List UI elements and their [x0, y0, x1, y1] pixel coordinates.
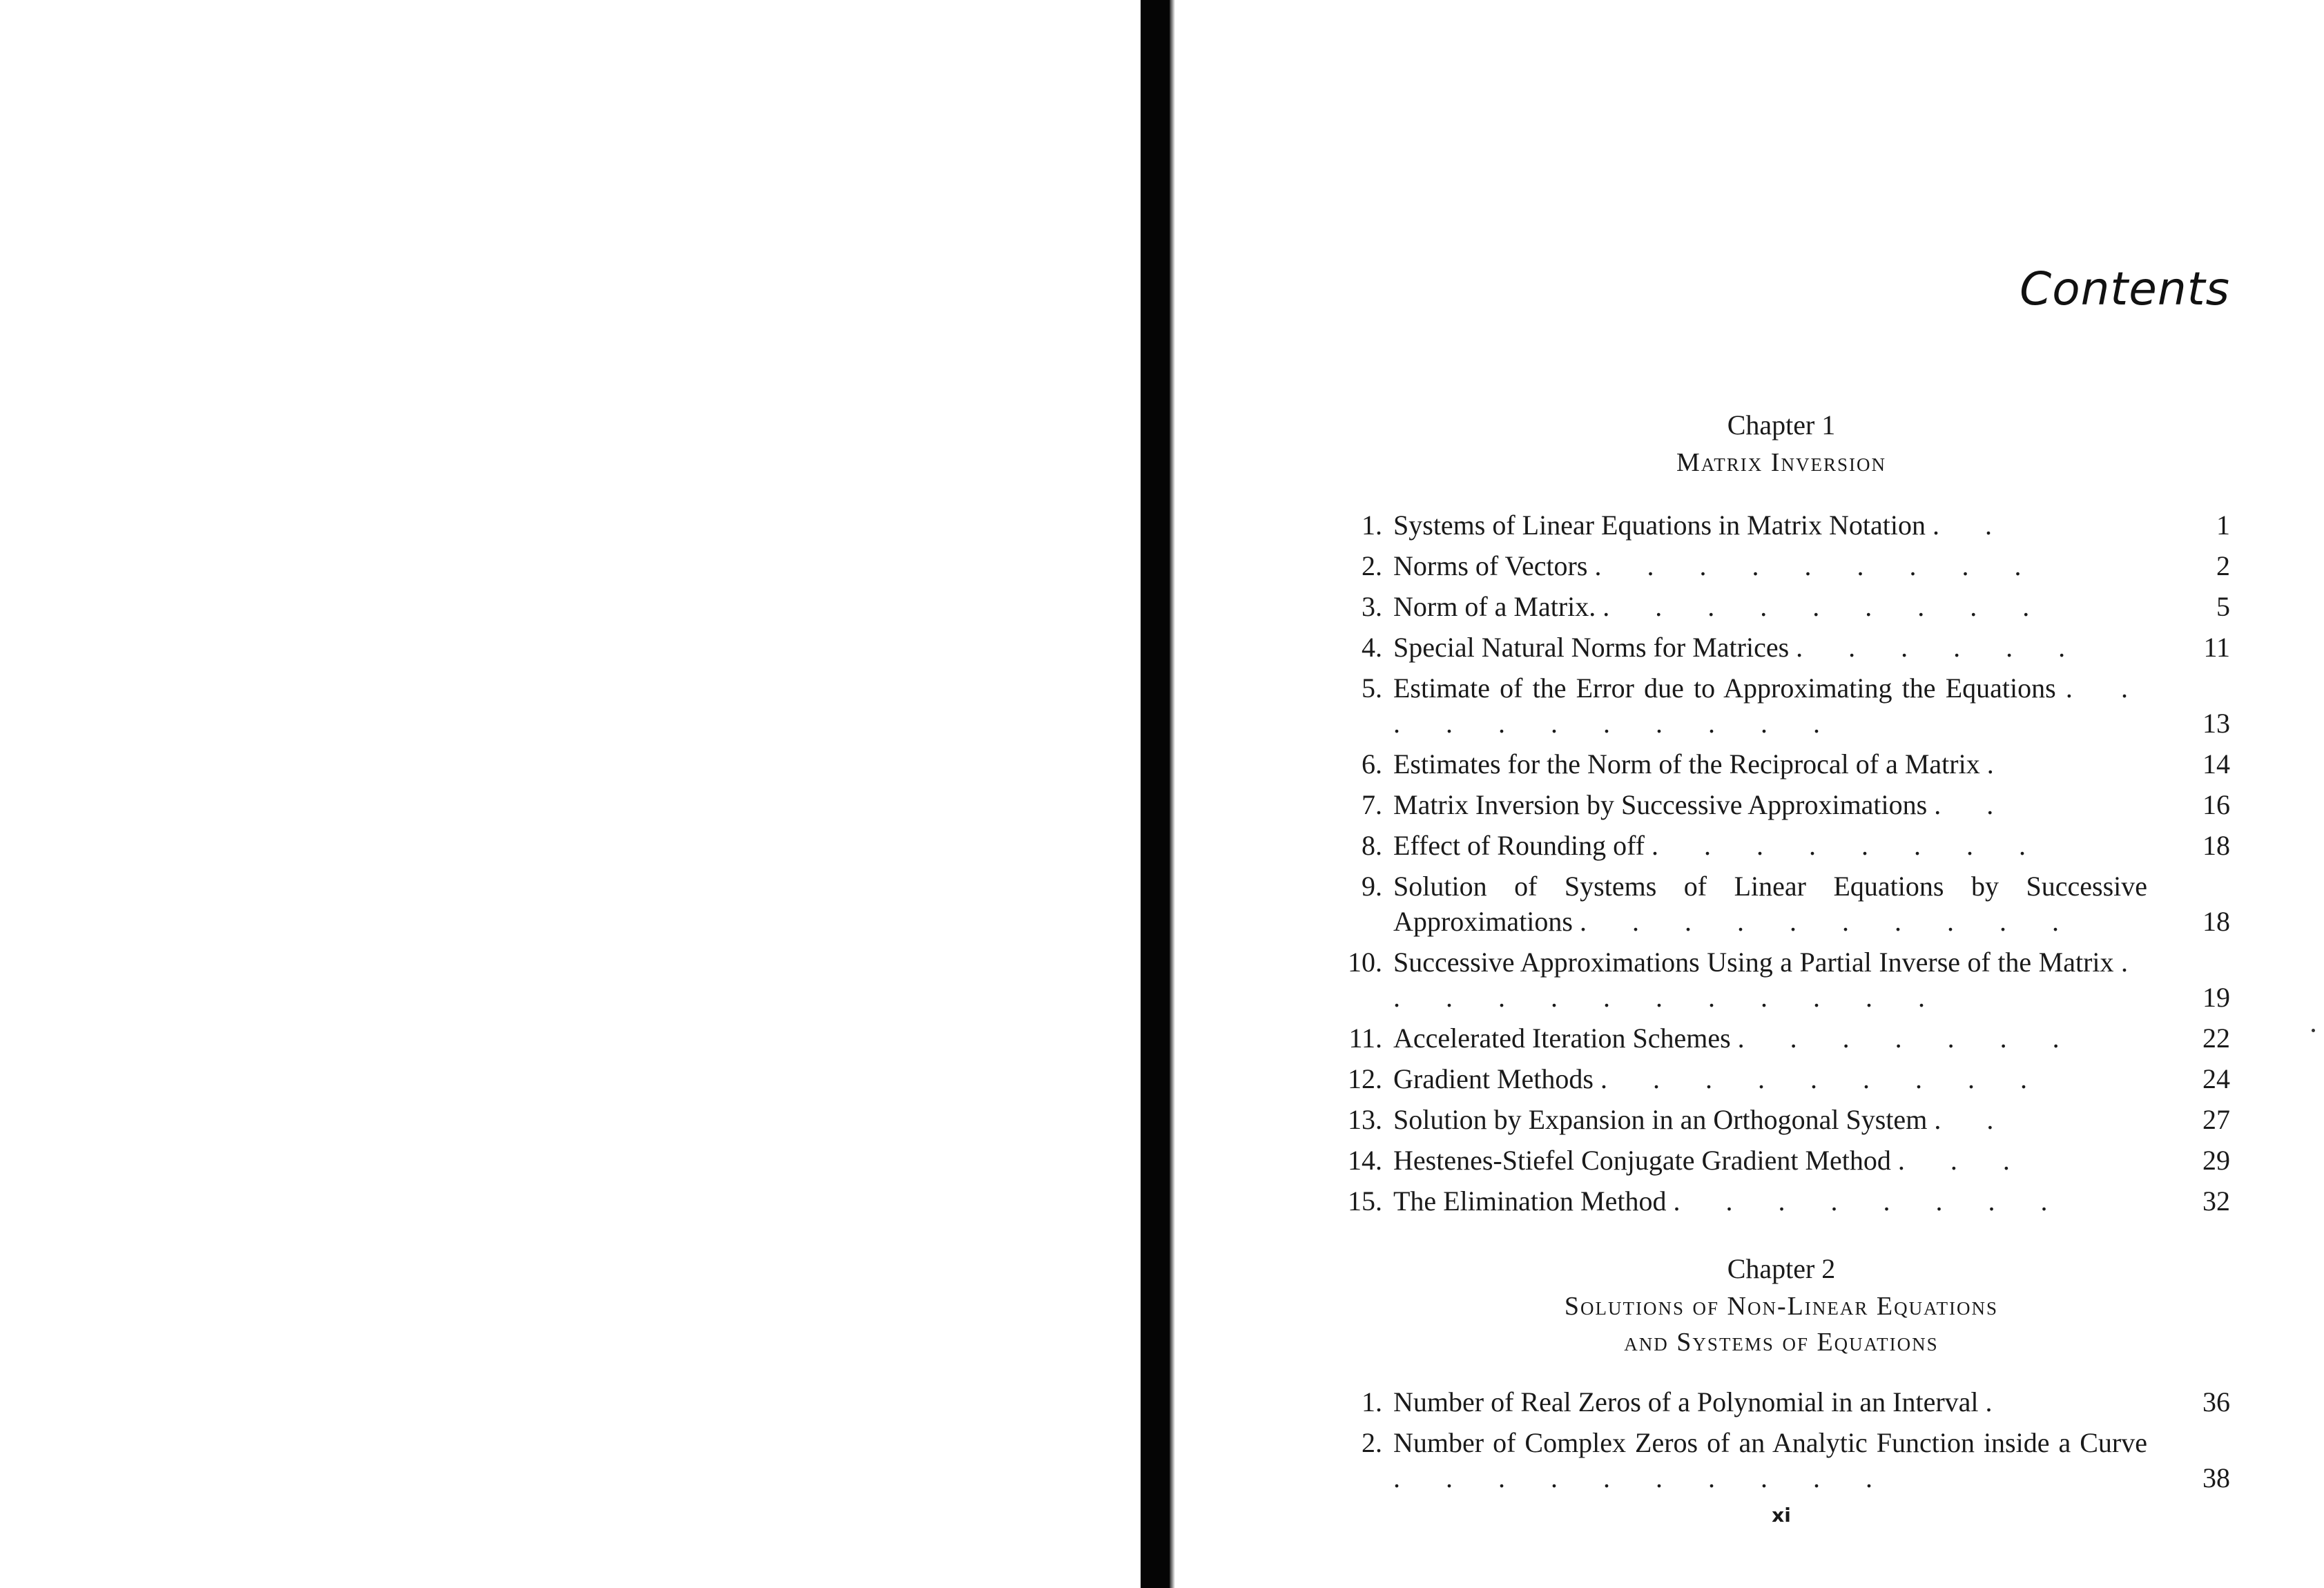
entry-page: 1 — [2216, 510, 2230, 541]
entry-page: 27 — [2202, 1104, 2230, 1135]
dot-leader: . . . . . . . — [1737, 1023, 2079, 1054]
page-folio: xi — [1772, 1504, 1791, 1527]
entry-title: Number of Real Zeros of a Polynomial in an Interval — [1393, 1386, 1979, 1417]
dot-leader: . — [1985, 1386, 2012, 1417]
chapter-name: Matrix Inversion — [1676, 448, 1886, 477]
chapter-label: Chapter 2 — [1727, 1253, 1836, 1284]
chapter-label: Chapter 1 — [1727, 409, 1836, 440]
toc-entry — [1333, 1384, 2230, 1420]
entry-number: 2. — [1362, 1427, 1382, 1458]
toc-entry — [1333, 630, 2230, 665]
entry-number: 2. — [1362, 550, 1382, 581]
toc-entry — [1333, 670, 2230, 741]
toc-entry — [1333, 828, 2230, 863]
toc-entry — [1333, 945, 2230, 1015]
entry-page: 38 — [2202, 1462, 2230, 1493]
chapter-1-toc — [1333, 507, 2230, 1224]
entry-page: 13 — [2202, 708, 2230, 739]
entry-number: 14. — [1348, 1145, 1382, 1176]
entry-title: Gradient Methods — [1393, 1063, 1594, 1094]
entry-number: 6. — [1362, 748, 1382, 780]
toc-entry — [1333, 1061, 2230, 1096]
chapter-2-heading — [1333, 1250, 2230, 1360]
entry-title: Matrix Inversion by Successive Approximations — [1393, 789, 1928, 820]
dot-leader: . . — [1933, 510, 2011, 541]
toc-entry — [1333, 507, 2230, 543]
dot-leader: . . . . . . . . — [1673, 1185, 2067, 1217]
chapter-2-toc — [1333, 1384, 2230, 1501]
entry-page: 11 — [2203, 632, 2230, 663]
entry-page: 19 — [2202, 982, 2230, 1013]
entry-page: 5 — [2216, 591, 2230, 622]
entry-page: 29 — [2202, 1145, 2230, 1176]
entry-number: 4. — [1362, 632, 1382, 663]
entry-title: Successive Approximations Using a Partial Inverse of the Matrix — [1393, 947, 2114, 978]
entry-page: 32 — [2202, 1185, 2230, 1217]
entry-number: 1. — [1362, 510, 1382, 541]
entry-page: 18 — [2202, 906, 2230, 937]
stray-ink-mark — [2312, 1029, 2315, 1032]
toc-entry — [1333, 746, 2230, 782]
entry-title: Accelerated Iteration Schemes — [1393, 1023, 1731, 1054]
entry-title: Effect of Rounding off — [1393, 830, 1645, 861]
entry-page: 36 — [2202, 1386, 2230, 1417]
entry-title: Number of Complex Zeros of an Analytic Function inside a Curve — [1393, 1427, 2147, 1458]
dot-leader: . . . . . . . . . . . — [1393, 672, 2148, 739]
dot-leader: . . . . . . . . . . — [1393, 1462, 1892, 1493]
entry-number: 11. — [1348, 1023, 1382, 1054]
entry-title: Solution by Expansion in an Orthogonal System — [1393, 1104, 1928, 1135]
entry-title: Norm of a Matrix. — [1393, 591, 1596, 622]
entry-number: 13. — [1348, 1104, 1382, 1135]
dot-leader: . . . . . . . . . — [1602, 591, 2049, 622]
page-title: Contents — [2020, 262, 2230, 316]
toc-entry — [1333, 1183, 2230, 1219]
contents-page — [1333, 0, 2230, 1588]
entry-number: 8. — [1362, 830, 1382, 861]
toc-entry — [1333, 1143, 2230, 1178]
entry-page: 24 — [2202, 1063, 2230, 1094]
entry-number: 10. — [1348, 947, 1382, 978]
entry-number: 3. — [1362, 591, 1382, 622]
dot-leader: . . . . . . — [1796, 632, 2085, 663]
entry-number: 1. — [1362, 1386, 1382, 1417]
dot-leader: . . . . . . . . . . — [1579, 906, 2078, 937]
dot-leader: . . . — [1897, 1145, 2029, 1176]
toc-entry — [1333, 1102, 2230, 1137]
entry-title: Norms of Vectors — [1393, 550, 1588, 581]
dot-leader: . . . . . . . . . . . . — [1393, 947, 2147, 1013]
entry-page: 16 — [2202, 789, 2230, 820]
dot-leader: . . — [1934, 789, 2013, 820]
entry-title: Estimates for the Norm of the Reciprocal of a Matrix — [1393, 748, 1980, 780]
dot-leader: . — [1986, 748, 2013, 780]
dot-leader: . . . . . . . . — [1652, 830, 2046, 861]
entry-title: Estimate of the Error due to Approximating the Equations — [1393, 672, 2056, 704]
chapter-name-line-1: Solutions of Non-Linear Equations — [1564, 1292, 1999, 1321]
toc-entry — [1333, 548, 2230, 583]
toc-entry — [1333, 589, 2230, 624]
entry-number: 12. — [1348, 1063, 1382, 1094]
chapter-1-heading — [1333, 406, 2230, 481]
dot-leader: . . . . . . . . . — [1600, 1063, 2046, 1094]
entry-title: Systems of Linear Equations in Matrix Notation — [1393, 510, 1926, 541]
entry-title: Solution of Systems of Linear Equations by Successive Approximations — [1393, 871, 2147, 937]
gutter-shadow — [1170, 0, 1175, 1588]
entry-page: 2 — [2216, 550, 2230, 581]
entry-page: 18 — [2202, 830, 2230, 861]
entry-title: Special Natural Norms for Matrices — [1393, 632, 1790, 663]
entry-page: 22 — [2202, 1023, 2230, 1054]
dot-leader: . . . . . . . . . — [1594, 550, 2041, 581]
entry-number: 5. — [1362, 672, 1382, 704]
entry-title: Hestenes-Stiefel Conjugate Gradient Method — [1393, 1145, 1891, 1176]
entry-page: 14 — [2202, 748, 2230, 780]
entry-title: The Elimination Method — [1393, 1185, 1667, 1217]
entry-number: 9. — [1362, 871, 1382, 902]
toc-entry — [1333, 869, 2230, 939]
dot-leader: . . — [1934, 1104, 2013, 1135]
chapter-name-line-2: and Systems of Equations — [1624, 1328, 1939, 1357]
toc-entry — [1333, 787, 2230, 822]
book-gutter — [1141, 0, 1170, 1588]
toc-entry — [1333, 1425, 2230, 1495]
entry-number: 7. — [1362, 789, 1382, 820]
toc-entry — [1333, 1020, 2230, 1056]
entry-number: 15. — [1348, 1185, 1382, 1217]
